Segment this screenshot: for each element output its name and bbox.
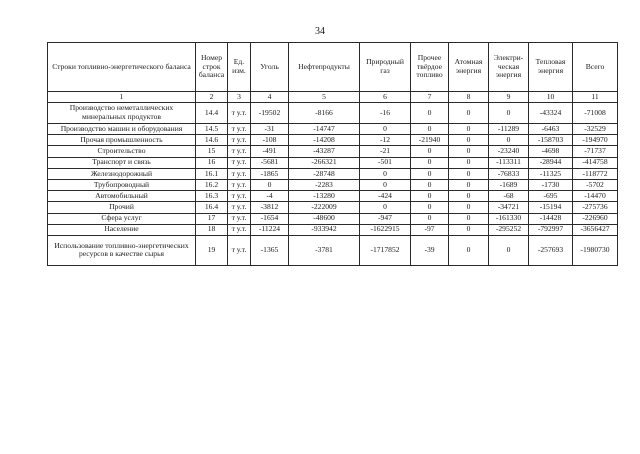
total-cell: -14470 xyxy=(573,191,618,202)
unit-cell: т у.т. xyxy=(228,103,251,124)
nuclear-cell: 0 xyxy=(449,168,489,179)
column-number: 8 xyxy=(449,92,489,103)
unit-cell: т у.т. xyxy=(228,213,251,224)
coal-cell: -1654 xyxy=(251,213,289,224)
other-solid-fuel-cell: 0 xyxy=(411,213,449,224)
electric-cell: -34721 xyxy=(489,202,529,213)
nuclear-cell: 0 xyxy=(449,124,489,135)
line-number: 16.4 xyxy=(196,202,228,213)
unit-cell: т у.т. xyxy=(228,179,251,190)
row-label: Транспорт и связь xyxy=(48,157,196,168)
heat-cell: -4698 xyxy=(529,146,573,157)
natural-gas-cell: -21 xyxy=(360,146,411,157)
header-cell xyxy=(529,43,573,92)
oil-products-cell: -8166 xyxy=(289,103,360,124)
header-cell xyxy=(196,43,228,92)
coal-cell: -1865 xyxy=(251,168,289,179)
row-label: Железнодорожный xyxy=(48,168,196,179)
header-label: Природный газ xyxy=(366,57,404,75)
electric-cell: -1689 xyxy=(489,179,529,190)
electric-cell: -23240 xyxy=(489,146,529,157)
electric-cell: -76833 xyxy=(489,168,529,179)
oil-products-cell: -933942 xyxy=(289,224,360,235)
other-solid-fuel-cell: 0 xyxy=(411,179,449,190)
table-row xyxy=(48,179,618,190)
nuclear-cell: 0 xyxy=(449,103,489,124)
row-label: Автомобильный xyxy=(48,191,196,202)
oil-products-cell: -2283 xyxy=(289,179,360,190)
line-number: 16 xyxy=(196,157,228,168)
natural-gas-cell: 0 xyxy=(360,179,411,190)
header-cell xyxy=(48,43,196,92)
natural-gas-cell: -12 xyxy=(360,135,411,146)
heat-cell: -695 xyxy=(529,191,573,202)
header-label: Уголь xyxy=(260,61,279,71)
unit-cell: т у.т. xyxy=(228,135,251,146)
oil-products-cell: -3781 xyxy=(289,235,360,265)
line-number: 17 xyxy=(196,213,228,224)
column-number: 10 xyxy=(529,92,573,103)
other-solid-fuel-cell: -97 xyxy=(411,224,449,235)
line-number: 14.6 xyxy=(196,135,228,146)
coal-cell: -108 xyxy=(251,135,289,146)
line-number: 14.4 xyxy=(196,103,228,124)
electric-cell: -113311 xyxy=(489,157,529,168)
table-row xyxy=(48,124,618,135)
row-label: Производство машин и оборудования xyxy=(48,124,196,135)
other-solid-fuel-cell: 0 xyxy=(411,168,449,179)
other-solid-fuel-cell: 0 xyxy=(411,202,449,213)
oil-products-cell: -28748 xyxy=(289,168,360,179)
coal-cell: -4 xyxy=(251,191,289,202)
column-number: 2 xyxy=(196,92,228,103)
header-label: Ед. изм. xyxy=(232,57,246,75)
coal-cell: -3812 xyxy=(251,202,289,213)
unit-cell: т у.т. xyxy=(228,202,251,213)
row-label: Трубопроводный xyxy=(48,179,196,190)
header-cell xyxy=(251,43,289,92)
unit-cell: т у.т. xyxy=(228,168,251,179)
nuclear-cell: 0 xyxy=(449,179,489,190)
coal-cell: 0 xyxy=(251,179,289,190)
total-cell: -275736 xyxy=(573,202,618,213)
nuclear-cell: 0 xyxy=(449,135,489,146)
natural-gas-cell: -1622915 xyxy=(360,224,411,235)
column-number: 3 xyxy=(228,92,251,103)
table-row xyxy=(48,213,618,224)
nuclear-cell: 0 xyxy=(449,191,489,202)
row-label: Прочий xyxy=(48,202,196,213)
row-label: Прочая промышленность xyxy=(48,135,196,146)
total-cell: -194970 xyxy=(573,135,618,146)
table-row xyxy=(48,202,618,213)
electric-cell: 0 xyxy=(489,103,529,124)
header-cell xyxy=(449,43,489,92)
natural-gas-cell: -1717852 xyxy=(360,235,411,265)
table-body xyxy=(48,103,618,266)
total-cell: -32529 xyxy=(573,124,618,135)
nuclear-cell: 0 xyxy=(449,157,489,168)
electric-cell: 0 xyxy=(489,135,529,146)
energy-balance-table xyxy=(47,42,618,266)
electric-cell: 0 xyxy=(489,235,529,265)
total-cell: -71008 xyxy=(573,103,618,124)
column-number: 11 xyxy=(573,92,618,103)
total-cell: -1980730 xyxy=(573,235,618,265)
header-cell xyxy=(289,43,360,92)
line-number: 14.5 xyxy=(196,124,228,135)
heat-cell: -257693 xyxy=(529,235,573,265)
table-row xyxy=(48,235,618,265)
header-cell xyxy=(411,43,449,92)
nuclear-cell: 0 xyxy=(449,146,489,157)
header-label: Строки топливно-энергетического баланса xyxy=(52,61,191,71)
heat-cell: -15194 xyxy=(529,202,573,213)
header-label: Прочее твёрдое топливо xyxy=(416,53,443,80)
natural-gas-cell: -424 xyxy=(360,191,411,202)
coal-cell: -19502 xyxy=(251,103,289,124)
heat-cell: -43324 xyxy=(529,103,573,124)
unit-cell: т у.т. xyxy=(228,157,251,168)
heat-cell: -14428 xyxy=(529,213,573,224)
column-number: 4 xyxy=(251,92,289,103)
heat-cell: -792997 xyxy=(529,224,573,235)
total-cell: -414758 xyxy=(573,157,618,168)
header-label: Нефтепродукты xyxy=(298,61,350,71)
header-cell xyxy=(489,43,529,92)
nuclear-cell: 0 xyxy=(449,213,489,224)
total-cell: -226960 xyxy=(573,213,618,224)
heat-cell: -6463 xyxy=(529,124,573,135)
electric-cell: -161330 xyxy=(489,213,529,224)
header-row xyxy=(48,43,618,92)
table-row xyxy=(48,146,618,157)
natural-gas-cell: 0 xyxy=(360,124,411,135)
row-label: Население xyxy=(48,224,196,235)
column-number: 1 xyxy=(48,92,196,103)
nuclear-cell: 0 xyxy=(449,224,489,235)
header-cell xyxy=(360,43,411,92)
heat-cell: -158703 xyxy=(529,135,573,146)
total-cell: -3656427 xyxy=(573,224,618,235)
coal-cell: -5681 xyxy=(251,157,289,168)
table-row xyxy=(48,168,618,179)
unit-cell: т у.т. xyxy=(228,224,251,235)
heat-cell: -28944 xyxy=(529,157,573,168)
other-solid-fuel-cell: 0 xyxy=(411,157,449,168)
header-label: Всего xyxy=(585,61,605,71)
oil-products-cell: -14747 xyxy=(289,124,360,135)
oil-products-cell: -43287 xyxy=(289,146,360,157)
table-row xyxy=(48,224,618,235)
nuclear-cell: 0 xyxy=(449,202,489,213)
column-number: 9 xyxy=(489,92,529,103)
line-number: 19 xyxy=(196,235,228,265)
row-label: Сфера услуг xyxy=(48,213,196,224)
table-row xyxy=(48,103,618,124)
row-label: Строительство xyxy=(48,146,196,157)
unit-cell: т у.т. xyxy=(228,124,251,135)
line-number: 18 xyxy=(196,224,228,235)
header-label: Электри-ческая энергия xyxy=(493,53,524,80)
heat-cell: -11325 xyxy=(529,168,573,179)
line-number: 16.1 xyxy=(196,168,228,179)
row-label: Использование топливно-энергетических ресурсов в качестве сырья xyxy=(48,235,196,265)
page-number: 34 xyxy=(315,26,325,37)
unit-cell: т у.т. xyxy=(228,235,251,265)
other-solid-fuel-cell: 0 xyxy=(411,103,449,124)
electric-cell: -295252 xyxy=(489,224,529,235)
row-label: Производство неметаллических минеральных продуктов xyxy=(48,103,196,124)
column-number: 6 xyxy=(360,92,411,103)
coal-cell: -1365 xyxy=(251,235,289,265)
header-cell xyxy=(228,43,251,92)
natural-gas-cell: 0 xyxy=(360,168,411,179)
coal-cell: -491 xyxy=(251,146,289,157)
unit-cell: т у.т. xyxy=(228,146,251,157)
header-label: Номер строк баланса xyxy=(198,53,225,80)
natural-gas-cell: -947 xyxy=(360,213,411,224)
line-number: 15 xyxy=(196,146,228,157)
table-row xyxy=(48,191,618,202)
unit-cell: т у.т. xyxy=(228,191,251,202)
oil-products-cell: -266321 xyxy=(289,157,360,168)
header-label: Тепловая энергия xyxy=(535,57,566,75)
column-number: 7 xyxy=(411,92,449,103)
column-number-row xyxy=(48,92,618,103)
coal-cell: -11224 xyxy=(251,224,289,235)
table-row xyxy=(48,135,618,146)
oil-products-cell: -48600 xyxy=(289,213,360,224)
natural-gas-cell: -16 xyxy=(360,103,411,124)
column-number: 5 xyxy=(289,92,360,103)
oil-products-cell: -222009 xyxy=(289,202,360,213)
other-solid-fuel-cell: 0 xyxy=(411,124,449,135)
nuclear-cell: 0 xyxy=(449,235,489,265)
oil-products-cell: -13280 xyxy=(289,191,360,202)
electric-cell: -11289 xyxy=(489,124,529,135)
total-cell: -71737 xyxy=(573,146,618,157)
coal-cell: -31 xyxy=(251,124,289,135)
oil-products-cell: -14208 xyxy=(289,135,360,146)
other-solid-fuel-cell: -21940 xyxy=(411,135,449,146)
total-cell: -118772 xyxy=(573,168,618,179)
electric-cell: -68 xyxy=(489,191,529,202)
other-solid-fuel-cell: -39 xyxy=(411,235,449,265)
header-cell xyxy=(573,43,618,92)
natural-gas-cell: -501 xyxy=(360,157,411,168)
heat-cell: -1730 xyxy=(529,179,573,190)
line-number: 16.3 xyxy=(196,191,228,202)
other-solid-fuel-cell: 0 xyxy=(411,191,449,202)
table-row xyxy=(48,157,618,168)
header-label: Атомная энергия xyxy=(454,57,483,75)
natural-gas-cell: 0 xyxy=(360,202,411,213)
line-number: 16.2 xyxy=(196,179,228,190)
total-cell: -5702 xyxy=(573,179,618,190)
other-solid-fuel-cell: 0 xyxy=(411,146,449,157)
